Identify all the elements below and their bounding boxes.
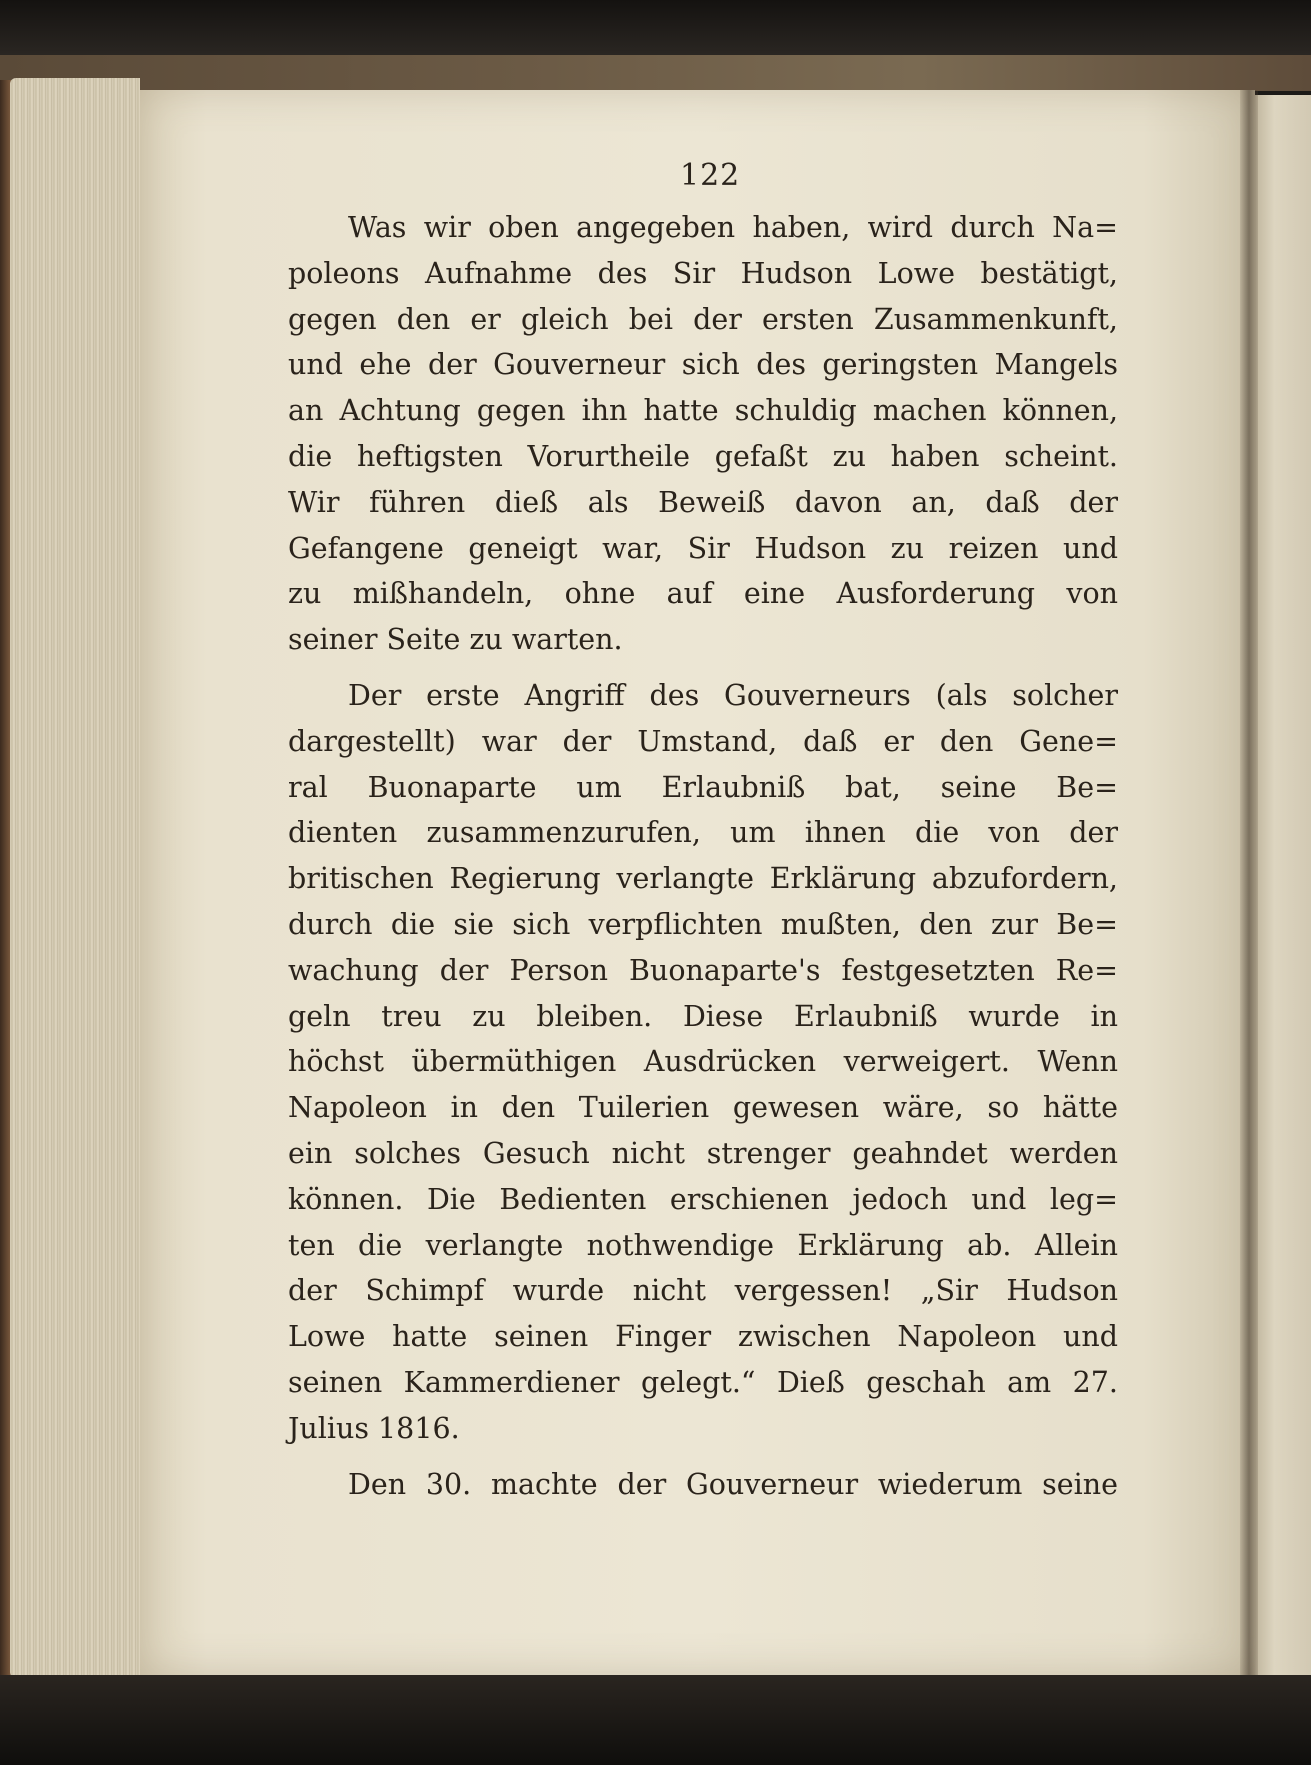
text-line: ral Buonaparte um Erlaubniß bat, seine Be= bbox=[288, 770, 1118, 804]
text-line: Der erste Angriff des Gouverneurs (als solcher bbox=[348, 678, 1118, 712]
body-text bbox=[288, 205, 1118, 1507]
page-stack-edge bbox=[10, 78, 140, 1678]
text-line: seiner Seite zu warten. bbox=[288, 623, 623, 657]
text-line: und ehe der Gouverneur sich des geringsten Mangels bbox=[288, 348, 1118, 382]
paragraph-2 bbox=[288, 673, 1118, 1452]
text-line: gegen den er gleich bei der ersten Zusammenkunft, bbox=[288, 302, 1118, 336]
text-line: Lowe hatte seinen Finger zwischen Napoleon und bbox=[288, 1320, 1118, 1354]
text-line: ein solches Gesuch nicht strenger geahndet werden bbox=[288, 1136, 1118, 1170]
paragraph-1 bbox=[288, 205, 1118, 663]
facing-page-edge bbox=[1250, 95, 1311, 1675]
text-line: poleons Aufnahme des Sir Hudson Lowe bestätigt, bbox=[288, 256, 1118, 290]
text-line: der Schimpf wurde nicht vergessen! „Sir Hudson bbox=[288, 1274, 1118, 1308]
text-line: britischen Regierung verlangte Erklärung abzufordern, bbox=[288, 862, 1118, 896]
page-number: 122 bbox=[680, 158, 741, 193]
text-line: Gefangene geneigt war, Sir Hudson zu reizen und bbox=[288, 531, 1118, 565]
text-line: seinen Kammerdiener gelegt.“ Dieß geschah am 27. bbox=[288, 1365, 1118, 1399]
text-line: Was wir oben angegeben haben, wird durch Na= bbox=[348, 211, 1118, 244]
text-line: höchst übermüthigen Ausdrücken verweigert. Wenn bbox=[288, 1045, 1118, 1079]
paragraph-3 bbox=[288, 1462, 1118, 1508]
page-gutter bbox=[1240, 90, 1258, 1680]
text-line: durch die sie sich verpflichten mußten, den zur Be= bbox=[288, 907, 1118, 941]
bottom-shadow bbox=[0, 1675, 1311, 1765]
text-line: wachung der Person Buonaparte's festgesetzten Re= bbox=[288, 953, 1118, 987]
text-line: Napoleon in den Tuilerien gewesen wäre, so hätte bbox=[288, 1091, 1118, 1125]
text-line: geln treu zu bleiben. Diese Erlaubniß wurde in bbox=[288, 999, 1118, 1033]
text-line: können. Die Bedienten erschienen jedoch und leg= bbox=[288, 1182, 1118, 1216]
text-line: ten die verlangte nothwendige Erklärung ab. Allein bbox=[288, 1228, 1118, 1262]
text-line: Den 30. machte der Gouverneur wiederum seine bbox=[348, 1467, 1118, 1501]
text-line: zu mißhandeln, ohne auf eine Ausforderung von bbox=[288, 577, 1118, 611]
text-line: Julius 1816. bbox=[288, 1411, 460, 1445]
text-line: die heftigsten Vorurtheile gefaßt zu haben scheint. bbox=[288, 439, 1118, 473]
text-line: dienten zusammenzurufen, um ihnen die von der bbox=[288, 816, 1118, 850]
text-line: Wir führen dieß als Beweiß davon an, daß der bbox=[288, 485, 1118, 519]
text-line: an Achtung gegen ihn hatte schuldig machen können, bbox=[288, 394, 1118, 428]
top-shadow bbox=[0, 0, 1311, 55]
book-cover-edge bbox=[0, 55, 1311, 91]
text-line: dargestellt) war der Umstand, daß er den Gene= bbox=[288, 724, 1118, 758]
